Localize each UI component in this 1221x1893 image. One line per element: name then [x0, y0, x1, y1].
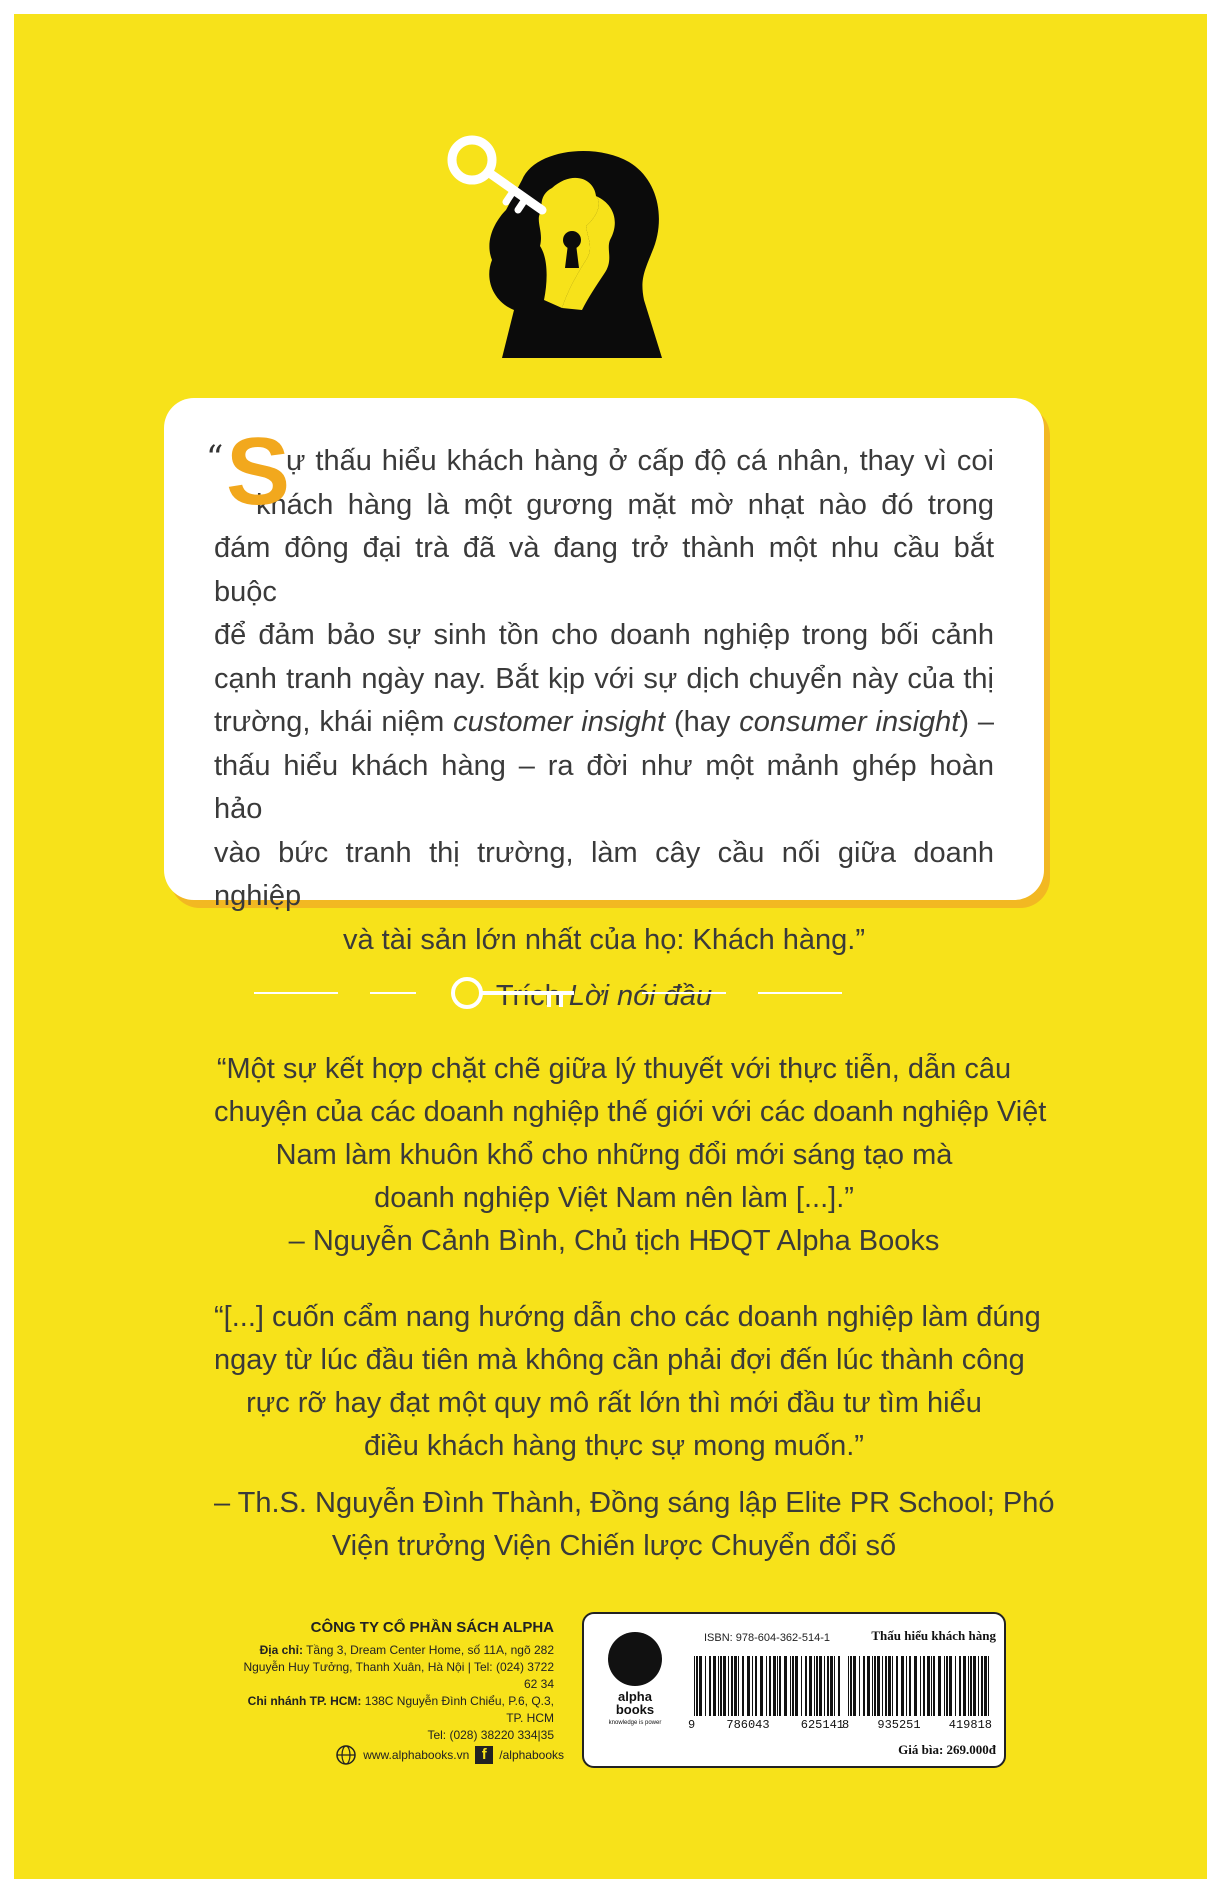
logo-tagline: knowledge is power	[608, 1720, 662, 1726]
facebook-link[interactable]: /alphabooks	[499, 1748, 564, 1762]
quote-line: thấu hiểu khách hàng – ra đời như một mảnh ghép hoàn hảo	[214, 749, 994, 825]
publisher-address-2: Nguyễn Huy Tưởng, Thanh Xuân, Hà Nội | Tel: (024) 3722 62 34	[243, 1660, 554, 1691]
price-label: Giá bìa: 269.000đ	[898, 1742, 996, 1757]
review-line: Nam làm khuôn khổ cho những đổi mới sáng tạo mà	[275, 1139, 953, 1171]
review-2	[214, 1296, 1041, 1468]
logo-name-2: books	[615, 1702, 655, 1717]
review-attribution: Viện trưởng Viện Chiến lược Chuyển đổi số	[331, 1530, 897, 1562]
review-line: ngay từ lúc đầu tiên mà không cần phải đợi đến lúc thành công	[214, 1344, 1025, 1376]
publisher-info	[234, 1619, 554, 1744]
quote-body	[214, 440, 994, 962]
review-1	[214, 1048, 1047, 1263]
book-title-label: Thấu hiểu khách hàng	[871, 1628, 996, 1643]
publisher-links	[304, 1742, 564, 1768]
quote-source: Trích Lời nói đầu	[495, 980, 713, 1012]
review-line: rực rỡ hay đạt một quy mô rất lớn thì mới đầu tư tìm hiểu	[246, 1387, 982, 1419]
logo-name-1: alpha	[618, 1689, 652, 1704]
website-link[interactable]: www.alphabooks.vn	[363, 1748, 470, 1762]
publisher-name: CÔNG TY CỔ PHẦN SÁCH ALPHA	[310, 1619, 554, 1636]
quote-line: để đảm bảo sự sinh tồn cho doanh nghiệp trong bối cảnh	[214, 619, 994, 651]
key-head-silhouette-icon	[444, 130, 684, 370]
product-digits: 8 935251 419818	[842, 1718, 992, 1732]
review-line: “[...] cuốn cẩm nang hướng dẫn cho các doanh nghiệp làm đúng	[214, 1301, 1041, 1333]
review-line: doanh nghiệp Việt Nam nên làm [...].”	[374, 1182, 854, 1214]
barcode-box	[582, 1612, 1006, 1768]
review-attribution: – Nguyễn Cảnh Bình, Chủ tịch HĐQT Alpha Books	[288, 1225, 940, 1257]
review-2-attribution	[214, 1482, 1055, 1568]
publisher-branch-tel: Tel: (028) 38220 334|35	[427, 1728, 554, 1742]
quote-line: đám đông đại trà đã và đang trở thành một nhu cầu bắt buộc	[214, 532, 994, 608]
alpha-books-logo-icon	[598, 1632, 672, 1752]
quote-open-mark: “	[206, 438, 224, 478]
quote-line: cạnh tranh ngày nay. Bắt kịp với sự dịch chuyển này của thị	[214, 662, 994, 695]
publisher-address: Địa chỉ: Tầng 3, Dream Center Home, số 11A, ngõ 282	[259, 1643, 554, 1657]
isbn-barcode	[694, 1656, 842, 1716]
review-line: điều khách hàng thực sự mong muốn.”	[364, 1430, 864, 1462]
book-back-cover	[14, 14, 1207, 1879]
isbn-label: ISBN: 978-604-362-514-1	[704, 1632, 830, 1644]
quote-dropcap: S	[226, 418, 291, 525]
facebook-icon: f	[475, 1746, 493, 1764]
isbn-digits: 9 786043 625141	[688, 1718, 844, 1732]
key-divider-icon	[254, 976, 954, 1010]
review-line: chuyện của các doanh nghiệp thế giới với các doanh nghiệp Việt	[214, 1096, 1047, 1128]
quote-line: vào bức tranh thị trường, làm cây cầu nối giữa doanh nghiệp	[214, 836, 994, 912]
review-attribution: – Th.S. Nguyễn Đình Thành, Đồng sáng lập Elite PR School; Phó	[214, 1487, 1055, 1519]
product-barcode	[848, 1656, 990, 1716]
globe-icon	[335, 1744, 357, 1766]
review-line: “Một sự kết hợp chặt chẽ giữa lý thuyết với thực tiễn, dẫn câu	[216, 1053, 1012, 1085]
publisher-branch: Chi nhánh TP. HCM: 138C Nguyễn Đình Chiểu, P.6, Q.3, TP. HCM	[247, 1694, 554, 1725]
quote-line: trường, khái niệm customer insight (hay consumer insight) –	[214, 706, 995, 738]
quote-line: và tài sản lớn nhất của họ: Khách hàng.”	[342, 923, 866, 956]
quote-line: ự thấu hiểu khách hàng ở cấp độ cá nhân, thay vì coi	[286, 445, 994, 477]
quote-card	[164, 398, 1044, 1012]
quote-line: khách hàng là một gương mặt mờ nhạt nào đó trong	[256, 488, 994, 521]
